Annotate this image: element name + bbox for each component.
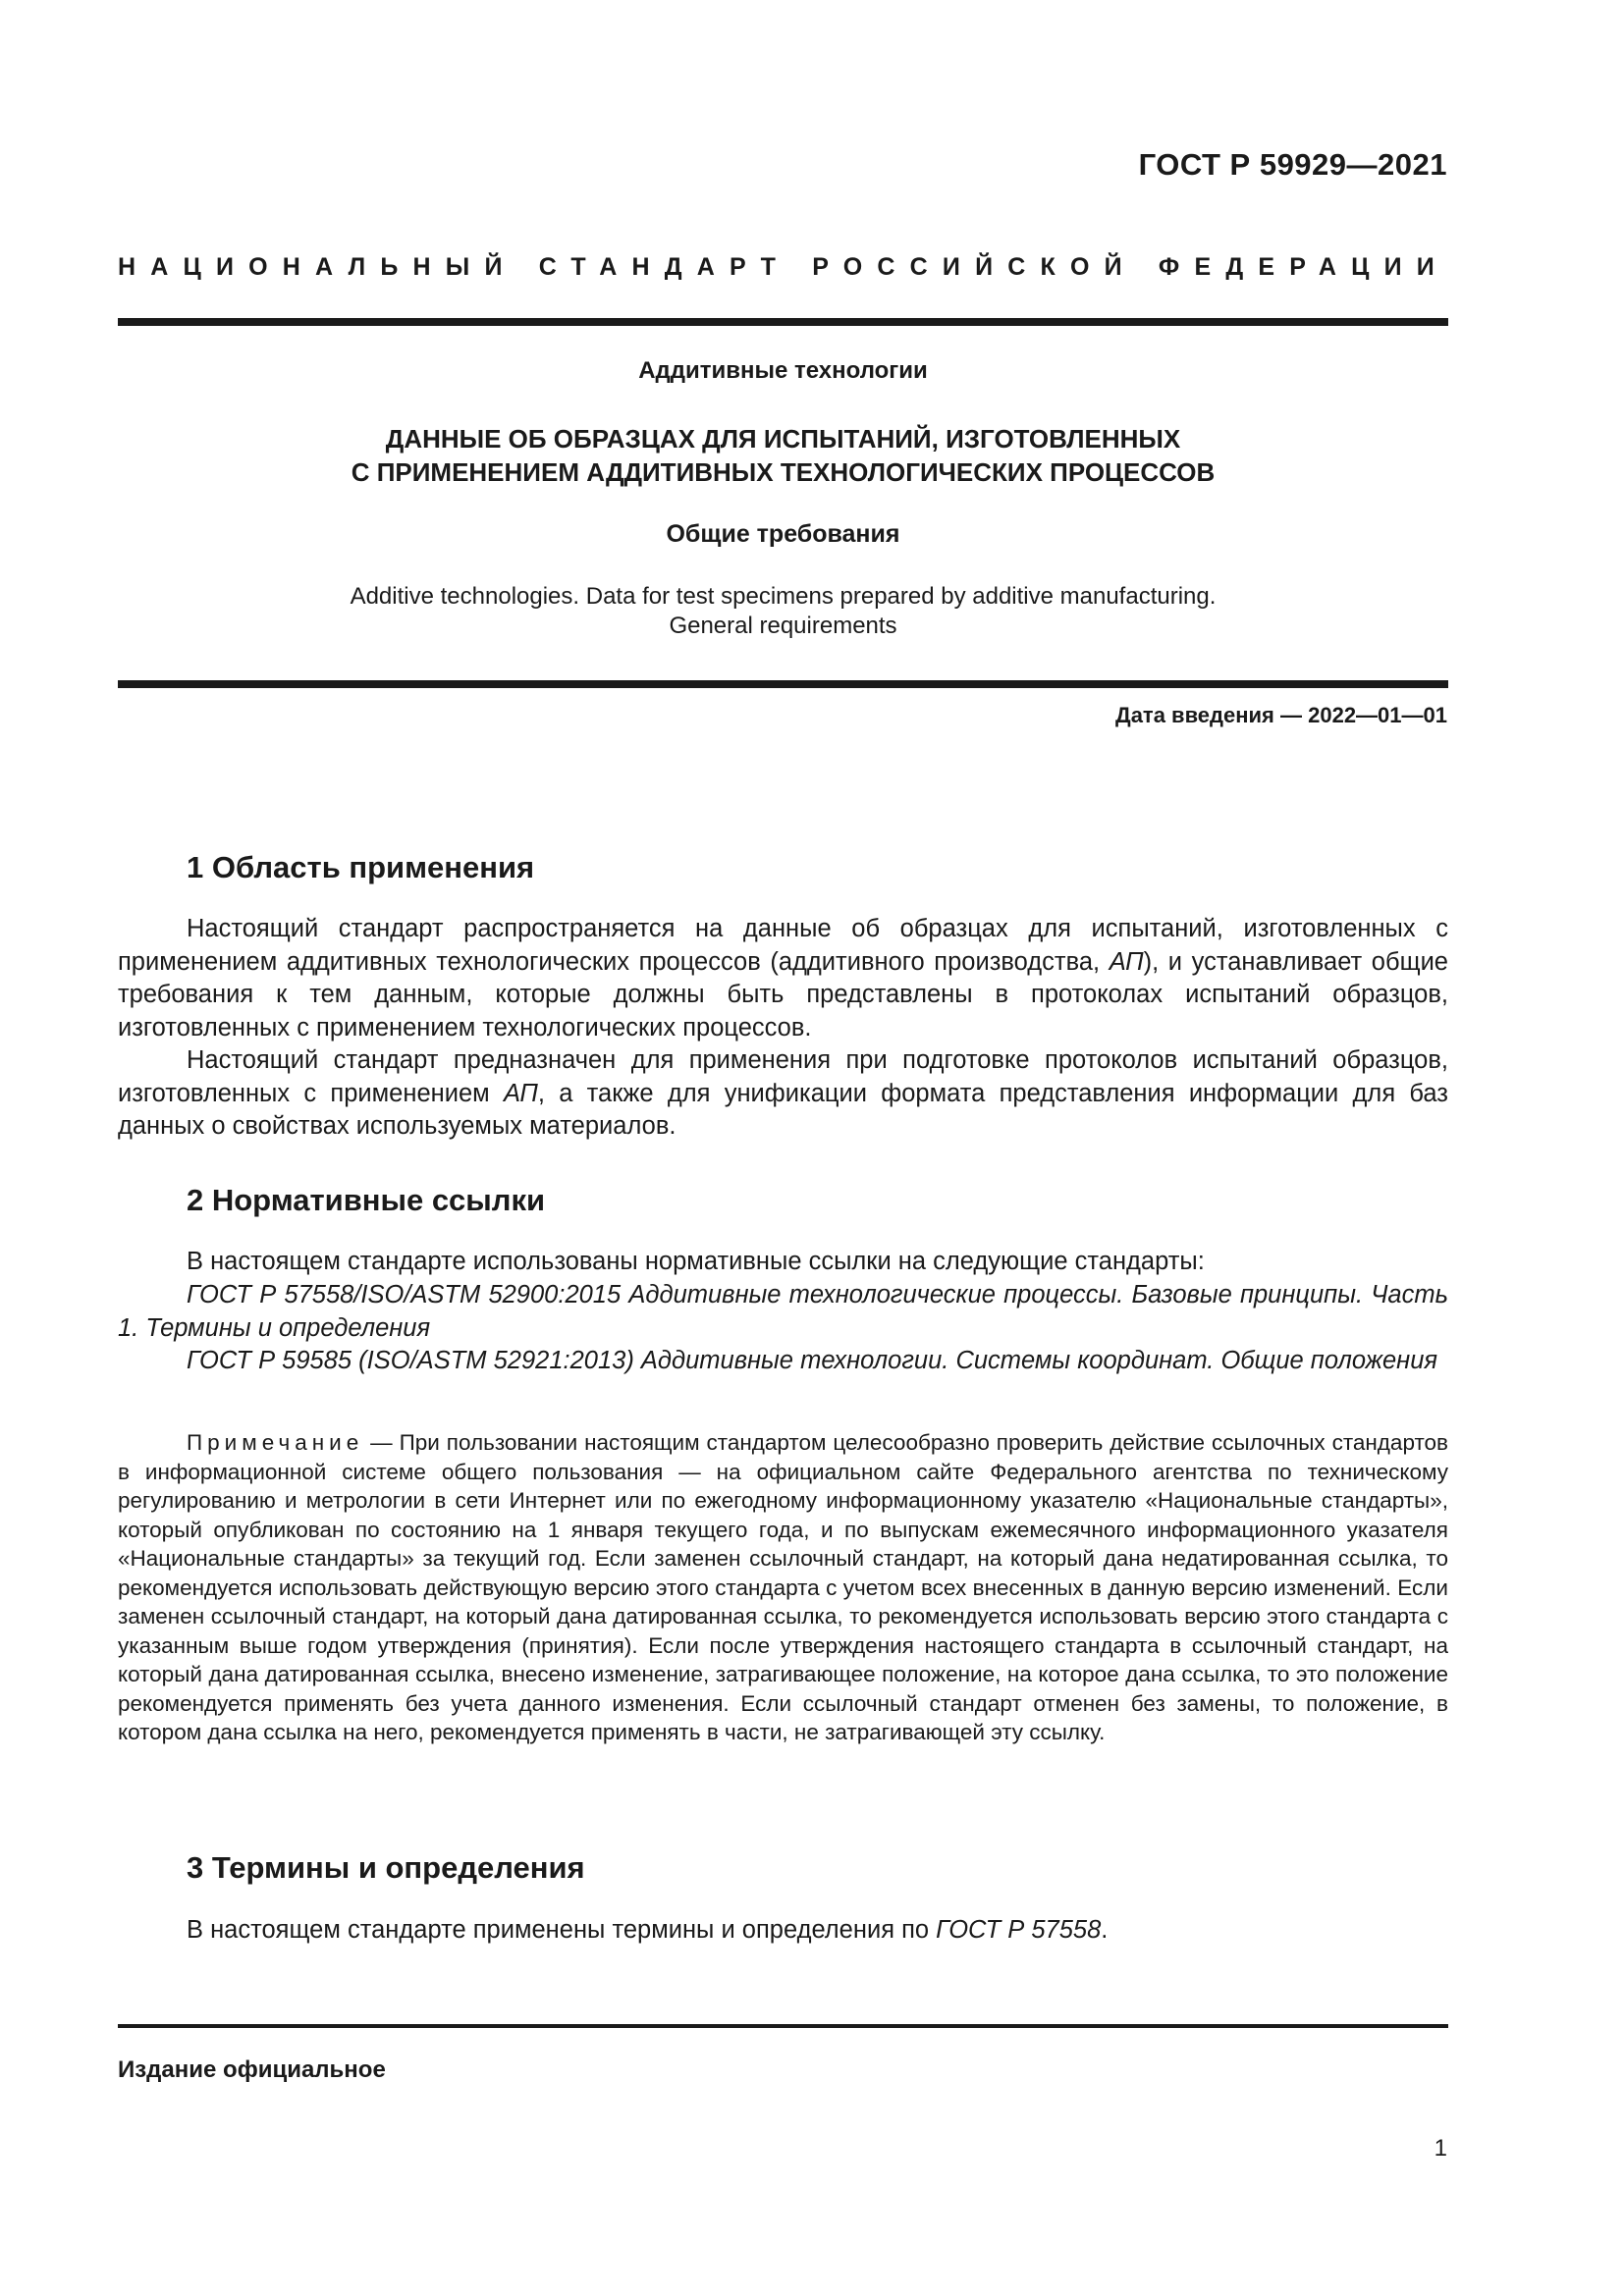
text-segment: Настоящий стандарт предназначен для применения при подготовке протоколов испытаний образцов, изготовленных с применением bbox=[118, 1046, 1448, 1107]
normative-reference-1: ГОСТ Р 57558/ISO/ASTM 52900:2015 Аддитивные технологические процессы. Базовые принципы. Часть 1. Термины и определения bbox=[118, 1281, 1448, 1342]
introduction-date: Дата введения — 2022—01—01 bbox=[1115, 703, 1447, 727]
top-divider bbox=[118, 318, 1448, 326]
text-segment: . bbox=[1101, 1916, 1109, 1944]
english-title-line-1: Additive technologies. Data for test specimens prepared by additive manufacturing. bbox=[350, 583, 1217, 610]
subject-heading: Аддитивные технологии bbox=[638, 357, 928, 384]
section-2-heading: 2 Нормативные ссылки bbox=[187, 1183, 546, 1217]
note-text: — При пользовании настоящим стандартом целесообразно проверить действие ссылочных стандартов в информационной системе общего пользования — на официальном сайте Федерального агентства по техническому регулированию и метрологии в сети Интернет или по ежегодному информационному указателю «Национальные стандарты», который опубликован по состоянию на 1 января текущего года, и по выпускам ежемесячного информационного указателя «Национальные стандарты» за текущий год. Если заменен ссылочный стандарт, на который дана недатированная ссылка, то рекомендуется использовать действующую версию этого стандарта с учетом всех внесенных в данную версию изменений. Если заменен ссылочный стандарт, на который дана датированная ссылка, то рекомендуется использовать версию этого стандарта с указанным выше годом утверждения (принятия). Если после утверждения настоящего стандарта в ссылочный стандарт, на который дана датированная ссылка, внесено изменение, затрагивающее положение, на которое дана ссылка, то это положение рекомендуется применять без учета данного изменения. Если ссылочный стандарт отменен без замены, то положение, в котором дана ссылка на него, рекомендуется применять в части, не затрагивающей эту ссылку. bbox=[118, 1430, 1448, 1744]
section-3-heading: 3 Термины и определения bbox=[187, 1850, 585, 1885]
document-code: ГОСТ Р 59929—2021 bbox=[1138, 147, 1447, 182]
text-segment: , а также для унификации формата представления информации для баз данных о свойствах используемых материалов. bbox=[118, 1079, 1448, 1140]
official-edition-label: Издание официальное bbox=[118, 2056, 386, 2083]
abbreviation: АП bbox=[1109, 947, 1144, 976]
title-line-2: С ПРИМЕНЕНИЕМ АДДИТИВНЫХ ТЕХНОЛОГИЧЕСКИХ ПРОЦЕССОВ bbox=[351, 457, 1216, 487]
general-requirements-subtitle: Общие требования bbox=[666, 520, 900, 548]
section-1-paragraph-2 bbox=[118, 1044, 1448, 1144]
title-block-divider bbox=[118, 680, 1448, 688]
title-line-1: ДАННЫЕ ОБ ОБРАЗЦАХ ДЛЯ ИСПЫТАНИЙ, ИЗГОТОВЛЕННЫХ bbox=[385, 424, 1181, 454]
note-label: Примечание bbox=[187, 1430, 364, 1455]
national-standard-title: НАЦИОНАЛЬНЫЙ СТАНДАРТ РОССИЙСКОЙ ФЕДЕРАЦИИ bbox=[118, 253, 1449, 281]
section-3-paragraph bbox=[118, 1914, 1448, 1948]
section-2-intro: В настоящем стандарте использованы нормативные ссылки на следующие стандарты: bbox=[187, 1248, 1205, 1275]
footer-divider bbox=[118, 2024, 1448, 2028]
section-1-heading: 1 Область применения bbox=[187, 850, 535, 884]
text-segment: ), и устанавливает общие требования к тем данным, которые должны быть представлены в протоколах испытаний образцов, изготовленных с применением технологических процессов. bbox=[118, 947, 1448, 1041]
section-2-note bbox=[118, 1428, 1448, 1747]
text-segment: Настоящий стандарт распространяется на данные об образцах для испытаний, изготовленных с применением аддитивных технологических процессов (аддитивного производства, bbox=[118, 915, 1448, 976]
english-title-line-2: General requirements bbox=[669, 613, 897, 639]
abbreviation: АП bbox=[503, 1079, 538, 1107]
page-number: 1 bbox=[1434, 2135, 1447, 2162]
standard-reference: ГОСТ Р 57558 bbox=[936, 1916, 1102, 1944]
text-segment: В настоящем стандарте применены термины и определения по bbox=[187, 1916, 937, 1944]
english-title bbox=[118, 582, 1448, 641]
document-title bbox=[118, 422, 1448, 489]
normative-reference-2: ГОСТ Р 59585 (ISO/ASTM 52921:2013) Аддитивные технологии. Системы координат. Общие положения bbox=[187, 1347, 1438, 1374]
section-1-paragraph-1 bbox=[118, 913, 1448, 1044]
